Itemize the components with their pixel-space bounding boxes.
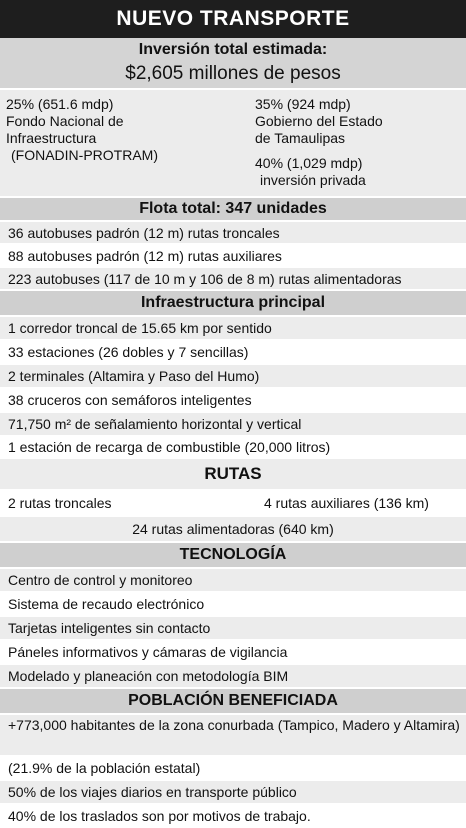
- list-item: Centro de control y monitoreo: [0, 567, 466, 591]
- technology-heading: TECNOLOGÍA: [0, 541, 466, 567]
- investment-left-line: Infraestructura: [6, 130, 97, 146]
- list-item: 1 corredor troncal de 15.65 km por sentido: [0, 315, 466, 339]
- investment-right-line: 35% (924 mdp): [255, 96, 351, 112]
- investment-right-column: [211, 96, 460, 196]
- routes-trunk: 2 rutas troncales: [8, 495, 112, 511]
- investment-right-line: inversión privada: [260, 172, 366, 188]
- list-item: +773,000 habitantes de la zona conurbada (Tampico, Madero y Altamira): [0, 713, 466, 755]
- list-item: Modelado y planeación con metodología BIM: [0, 663, 466, 687]
- list-item: 50% de los viajes diarios en transporte público: [0, 779, 466, 803]
- infrastructure-heading: Infraestructura principal: [0, 289, 466, 315]
- list-item: 40% de los traslados son por motivos de trabajo.: [0, 803, 466, 827]
- population-heading: POBLACIÓN BENEFICIADA: [0, 687, 466, 713]
- investment-total: $2,605 millones de pesos: [125, 63, 341, 84]
- investment-left-line: Fondo Nacional de: [6, 113, 124, 129]
- investment-left-line: 25% (651.6 mdp): [6, 96, 114, 112]
- fleet-heading: Flota total: 347 unidades: [0, 196, 466, 220]
- investment-right-line: de Tamaulipas: [255, 130, 346, 146]
- list-item: 33 estaciones (26 dobles y 7 sencillas): [0, 339, 466, 363]
- investment-breakdown: [0, 88, 466, 196]
- list-item: Sistema de recaudo electrónico: [0, 591, 466, 615]
- list-item: (21.9% de la población estatal): [0, 755, 466, 779]
- routes-heading: RUTAS: [0, 457, 466, 489]
- investment-left-line: (FONADIN-PROTRAM): [11, 147, 158, 163]
- investment-right-line: Gobierno del Estado: [255, 113, 383, 129]
- title-bar: [0, 0, 466, 38]
- routes-auxiliary: 4 rutas auxiliares (136 km): [264, 495, 429, 511]
- routes-row: [0, 489, 466, 515]
- list-item: Tarjetas inteligentes sin contacto: [0, 615, 466, 639]
- investment-left-column: [6, 96, 211, 196]
- investment-header: [0, 38, 466, 88]
- list-item: 36 autobuses padrón (12 m) rutas troncales: [0, 220, 466, 243]
- list-item: 88 autobuses padrón (12 m) rutas auxiliares: [0, 243, 466, 266]
- routes-feeder: 24 rutas alimentadoras (640 km): [0, 515, 466, 541]
- list-item: 71,750 m² de señalamiento horizontal y vertical: [0, 411, 466, 435]
- list-item: 2 terminales (Altamira y Paso del Humo): [0, 363, 466, 387]
- list-item: Páneles informativos y cámaras de vigilancia: [0, 639, 466, 663]
- list-item: 223 autobuses (117 de 10 m y 106 de 8 m) rutas alimentadoras: [0, 266, 466, 289]
- investment-right-line: 40% (1,029 mdp): [255, 155, 363, 171]
- investment-heading: Inversión total estimada:: [138, 41, 328, 58]
- page-title: NUEVO TRANSPORTE: [116, 7, 350, 30]
- list-item: 1 estación de recarga de combustible (20,000 litros): [0, 435, 466, 457]
- list-item: 38 cruceros con semáforos inteligentes: [0, 387, 466, 411]
